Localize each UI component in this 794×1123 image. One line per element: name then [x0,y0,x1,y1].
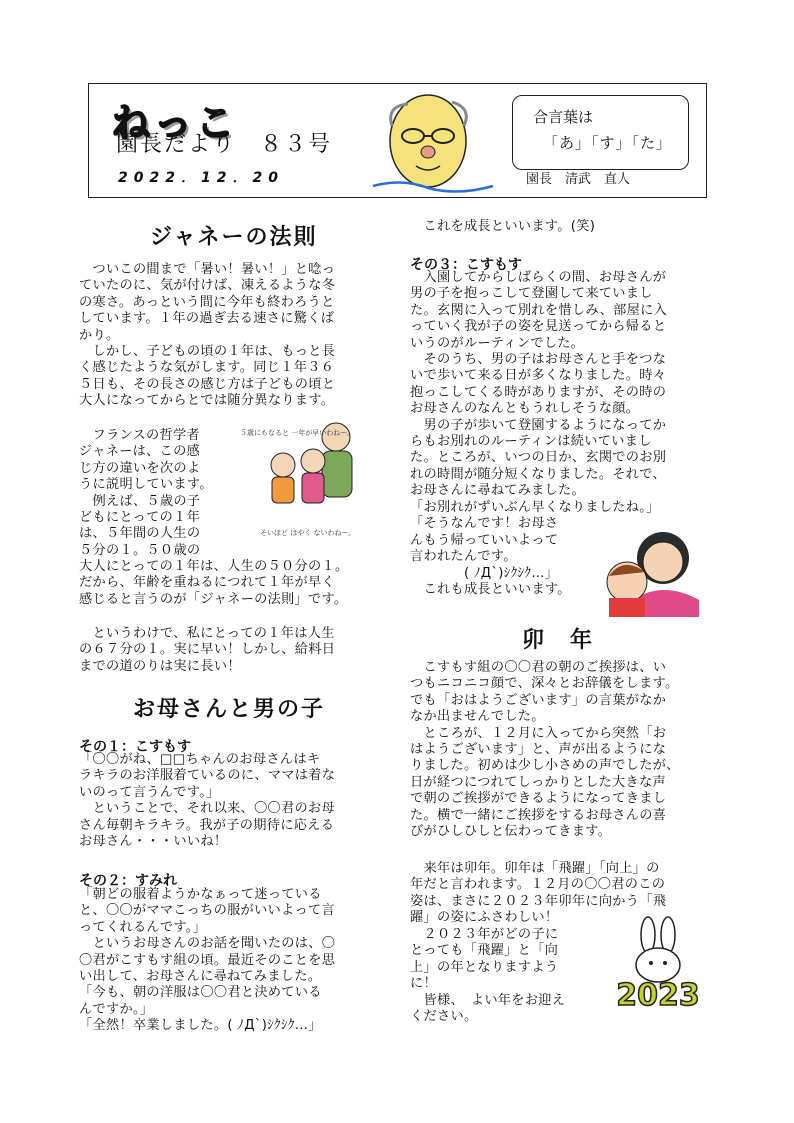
mother-children-illustration [238,415,388,545]
issue-date: 2022．12．20 [118,170,284,186]
cosmos-3-paragraph: 入園してからしばらくの間、お母さんが 男の子を抱っこして登園して来ていまし た。玄関に入って別れを惜しみ、部屋に入 っていく我が子の姿を見送ってから帰ると いうのがルーティンでした。 そのうち、男の子はお母さんと手をつな いで歩いて来る日が多くなりました。時々 抱っこしてくる時がありますが、その時の お母さんのなんともうれしそうな顔。 男の子が歩いて登園するようになってか らもお別れのルーティンは続いていまし た。ところが、いつの日か、玄関でのお別 れの時間が随分短くなりました。それで、 お母さんに尋ねてみました。 [410,270,668,499]
subheading-cosmos-3: その３：こすもす [410,257,522,273]
password-label: 合言葉は [533,108,594,126]
password-value: 「あ」「す」「た」 [543,134,673,152]
cosmos-paragraph: 「〇〇がね、□□ちゃんのお母さんはキ ラキラのお洋服着ているのに、ママは着な いのって言うんです。」 ということで、それ以来、〇〇君のお母 さん毎朝キラキラ。我が子の期待に応える お母さん・・・いいね！ [79,752,336,850]
principal-face-illustration [368,86,498,204]
svg-text:そいほど はやく ないわねー。 [260,529,355,537]
heading-rabbit-year: 卯 年 [522,628,595,653]
heading-janet-law: ジャネーの法則 [150,225,318,250]
rabbit-paragraph-3: ２０２３年がどの子に とっても「飛躍」と「向 上」の年となりますよう に！ 皆様、 よい年をお迎え ください。 [410,927,566,1025]
janet-paragraph-1: ついこの間まで「暑い！暑い！」と唸っ ていたのに、気が付けば、凍えるような冬 の寒さ。あっという間に今年も終わろうと しています。１年の過ぎ去る速さに驚くば かり。 しかし、子どもの頃の１年は、もっと長 く感じたような気がします。同じ１年３６ ５日も、その長さの感じ方は子どもの頃と 大人になってからとでは随分異なります。 [79,262,336,409]
svg-text:５歳にもなると 一年が早いわねー。 [240,428,354,437]
janet-paragraph-4: というわけで、私にとっての１年は人生 の６７分の１。実に早い！しかし、給料日 までの道のりは実に長い！ [79,626,336,674]
janet-paragraph-3: 大人にとっての１年は、人生の５０分の１。 だから、年齢を重ねるにつれて１年が早く 感じると言うのが「ジャネーの法則」です。 [79,559,349,607]
cosmos-3-dialogue: 「お別れがずいぶん早くなりましたね。」 「そうなんです！お母さ んもう帰っていいよって 言われたんです。 ( ﾉД`)ｼｸｼｸ…」 これも成長といいます。 [410,500,660,598]
newsletter-subtitle: 園長だより ８３号 [116,132,333,157]
subheading-cosmos-1: その１：こすもす [79,739,191,755]
newsletter-logo: ねっこ [112,101,239,145]
mother-hug-illustration [603,520,700,617]
growth-line-1: これを成長といいます。(笑) [410,219,596,234]
rabbit-paragraph-1: こすもす組の〇〇君の朝のご挨拶は、い つもニコニコ顔で、深々とお辞儀をします。 でも「おはようございます」の言葉がなか なか出ませんでした。 ところが、１２月に入ってから突然「お はようございます」と、声が出るようにな りました。初めは少し小さめの声でしたが、 日が経つにつれてしっかりとした大きな声 で朝のご挨拶ができるようになってきまし た。横で一緒にご挨拶をするお母さんの喜 びがひしひしと伝わってきます。 [410,660,680,840]
author-name: 園長 清武 直人 [526,172,631,187]
bubble-caption-2: そいほど はやく ないわねー。 [260,529,356,537]
bubble-caption-1: ５歳にもなると 一年が早いわねー。 [240,429,354,437]
sumire-paragraph: 「朝どの服着ようかなぁって迷っている と、〇〇がママこっちの服がいいよって言 ってくれるんです。」 というお母さんのお話を聞いたのは、〇 〇君がこすもす組の頃。最近そのことを思 い出して、お母さんに尋ねてみました。 「今も、朝の洋服は〇〇君と決めている んですか。」 「全然！卒業しました。( ﾉД`)ｼｸｼｸ…」 [79,887,336,1034]
subheading-sumire: その２：すみれ [79,873,177,889]
rabbit-2023-illustration [608,915,708,1015]
rabbit-paragraph-2: 来年は卯年。卯年は「飛躍」「向上」の 年だと言われます。１２月の〇〇君のこの 姿は、まさに２０２３年卯年に向かう「飛 躍」の姿にふさわしい！ [410,861,667,926]
janet-paragraph-2: フランスの哲学者 ジャネーは、この感 じ方の違いを次のよ うに説明しています。 例えば、５歳の子 どもにとっての１年 は、５年間の人生の ５分の１。５０歳の [79,428,213,558]
year-badge: 2023 [616,978,700,1013]
heading-mother-boy: お母さんと男の子 [133,697,326,722]
